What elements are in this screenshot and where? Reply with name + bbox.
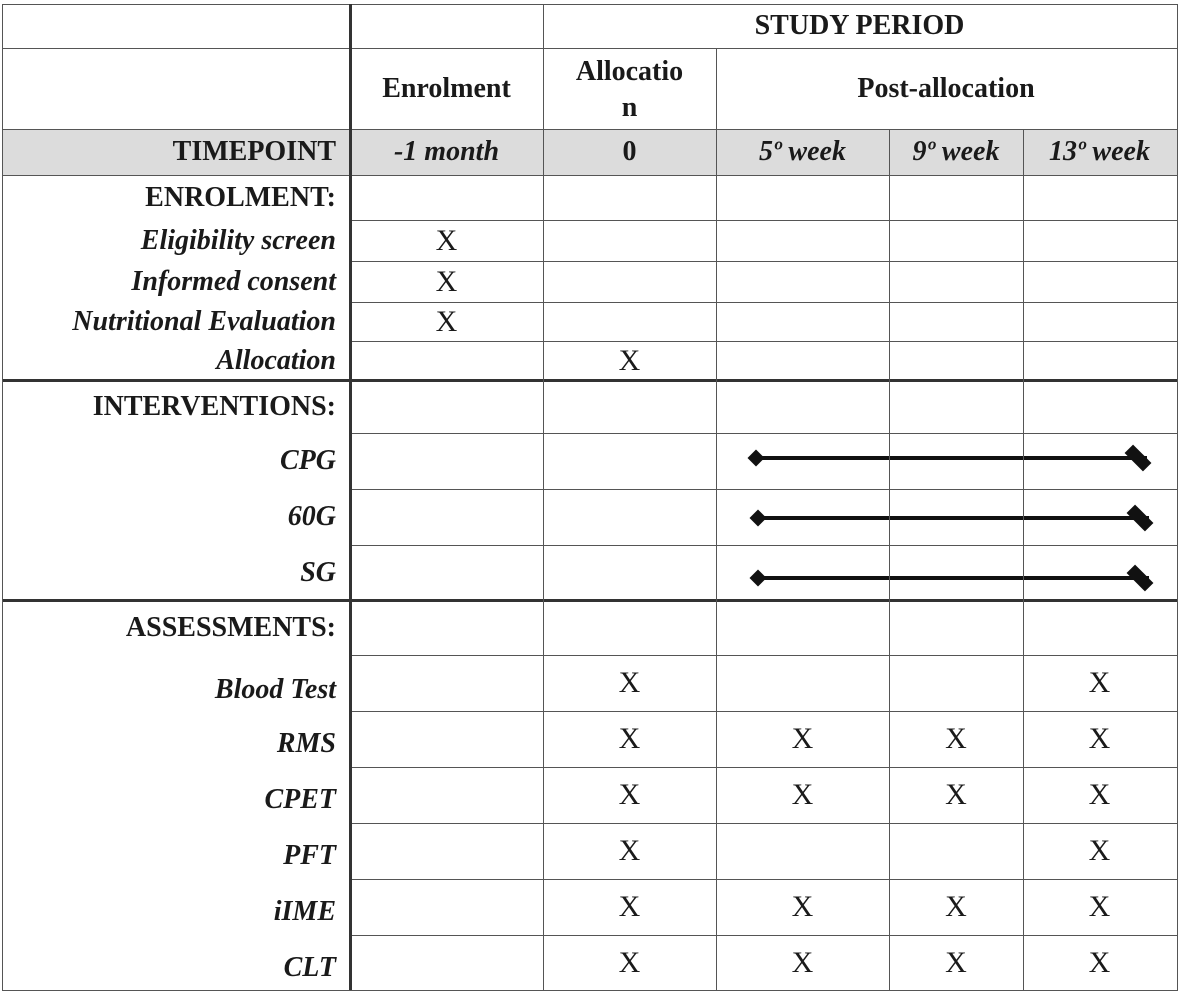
cpg-arrow-start — [748, 450, 765, 467]
timepoint-minus-1-month: -1 month — [393, 136, 500, 167]
mark-iime-13-week: X — [1088, 890, 1111, 923]
row-label-eligibility-screen: Eligibility screen — [140, 224, 336, 256]
mark-nutrition-enrolment: X — [435, 304, 458, 338]
mark-cpet-5-week: X — [791, 778, 814, 811]
post-allocation-header: Post-allocation — [857, 72, 1035, 104]
row-label-informed-consent: Informed consent — [131, 265, 336, 297]
cpg-arrow-end — [1125, 445, 1152, 472]
grid-line — [350, 302, 1178, 303]
section-divider — [2, 599, 1178, 602]
row-label-pft: PFT — [283, 840, 336, 871]
mark-consent-enrolment: X — [435, 264, 458, 298]
sg-duration-arrow — [756, 568, 1149, 588]
grid-line — [2, 4, 3, 990]
grid-line — [2, 4, 1178, 5]
row-label-iime: iIME — [273, 896, 336, 927]
sg-arrow-end — [1127, 565, 1154, 592]
grid-line — [350, 935, 1178, 936]
mark-clt-13-week: X — [1088, 945, 1111, 979]
grid-line — [2, 990, 1178, 991]
grid-line — [889, 129, 890, 990]
grid-line — [2, 175, 1178, 176]
mark-cpet-13-week: X — [1088, 778, 1111, 811]
grid-line — [350, 489, 1178, 490]
row-label-allocation: Allocation — [216, 344, 336, 376]
row-label-cpg: CPG — [280, 445, 336, 476]
60g-duration-arrow — [756, 508, 1149, 528]
grid-line — [350, 341, 1178, 342]
section-interventions-heading: INTERVENTIONS: — [92, 391, 336, 422]
row-label-60g: 60G — [287, 501, 336, 532]
grid-line — [2, 48, 1178, 49]
row-label-nutritional-evaluation: Nutritional Evaluation — [72, 305, 336, 337]
study-period-header: STUDY PERIOD — [754, 10, 965, 41]
mark-blood-test-13-week: X — [1088, 666, 1111, 699]
row-label-sg: SG — [300, 556, 336, 588]
row-label-rms: RMS — [276, 728, 336, 759]
mark-clt-0: X — [618, 945, 641, 979]
section-divider — [2, 379, 1178, 382]
mark-iime-5-week: X — [791, 890, 814, 923]
cpg-duration-arrow — [754, 448, 1147, 468]
timepoint-9-week: 9º week — [912, 136, 1000, 167]
mark-pft-13-week: X — [1088, 834, 1111, 867]
allocation-column-header — [543, 48, 716, 129]
timepoint-5-week: 5º week — [759, 136, 846, 167]
row-label-cpet: CPET — [264, 784, 336, 815]
mark-rms-0: X — [618, 722, 641, 755]
section-enrolment-heading: ENROLMENT: — [145, 182, 336, 213]
grid-line — [350, 711, 1178, 712]
enrolment-column-header: Enrolment — [382, 72, 511, 104]
sg-arrow-line — [756, 576, 1149, 580]
mark-rms-13-week: X — [1088, 722, 1111, 755]
allocation-header-line1: Allocatio — [575, 55, 684, 87]
timepoint-0: 0 — [622, 136, 637, 167]
grid-line — [350, 655, 1178, 656]
grid-line — [350, 823, 1178, 824]
60g-arrow-start — [750, 510, 767, 527]
mark-pft-0: X — [618, 834, 641, 867]
grid-line — [350, 545, 1178, 546]
60g-arrow-line — [756, 516, 1149, 520]
label-column-divider — [349, 4, 352, 990]
grid-line — [350, 767, 1178, 768]
mark-blood-test-0: X — [618, 666, 641, 699]
grid-line — [543, 4, 544, 990]
mark-clt-9-week: X — [945, 945, 967, 979]
60g-arrow-end — [1127, 505, 1154, 532]
section-assessments-heading: ASSESSMENTS: — [125, 612, 336, 643]
mark-cpet-9-week: X — [945, 778, 967, 811]
sg-arrow-start — [750, 570, 767, 587]
grid-line — [350, 879, 1178, 880]
mark-eligibility-enrolment: X — [435, 223, 458, 257]
grid-line — [1177, 4, 1178, 990]
grid-line — [716, 48, 717, 990]
mark-rms-5-week: X — [791, 722, 814, 755]
row-label-clt: CLT — [283, 951, 336, 983]
timepoint-13-week: 13º week — [1049, 136, 1150, 167]
grid-line — [1023, 129, 1024, 990]
timepoint-label: TIMEPOINT — [172, 136, 336, 167]
row-label-blood-test: Blood Test — [214, 674, 336, 705]
grid-line — [350, 220, 1178, 221]
mark-clt-5-week: X — [791, 945, 814, 979]
grid-line — [2, 129, 1178, 130]
grid-line — [350, 261, 1178, 262]
mark-iime-9-week: X — [945, 890, 967, 923]
mark-allocation-0: X — [618, 343, 641, 377]
cpg-arrow-line — [754, 456, 1147, 460]
grid-line — [350, 433, 1178, 434]
mark-iime-0: X — [618, 890, 641, 923]
allocation-header-line2: n — [621, 91, 638, 123]
mark-cpet-0: X — [618, 778, 641, 811]
mark-rms-9-week: X — [945, 722, 967, 755]
